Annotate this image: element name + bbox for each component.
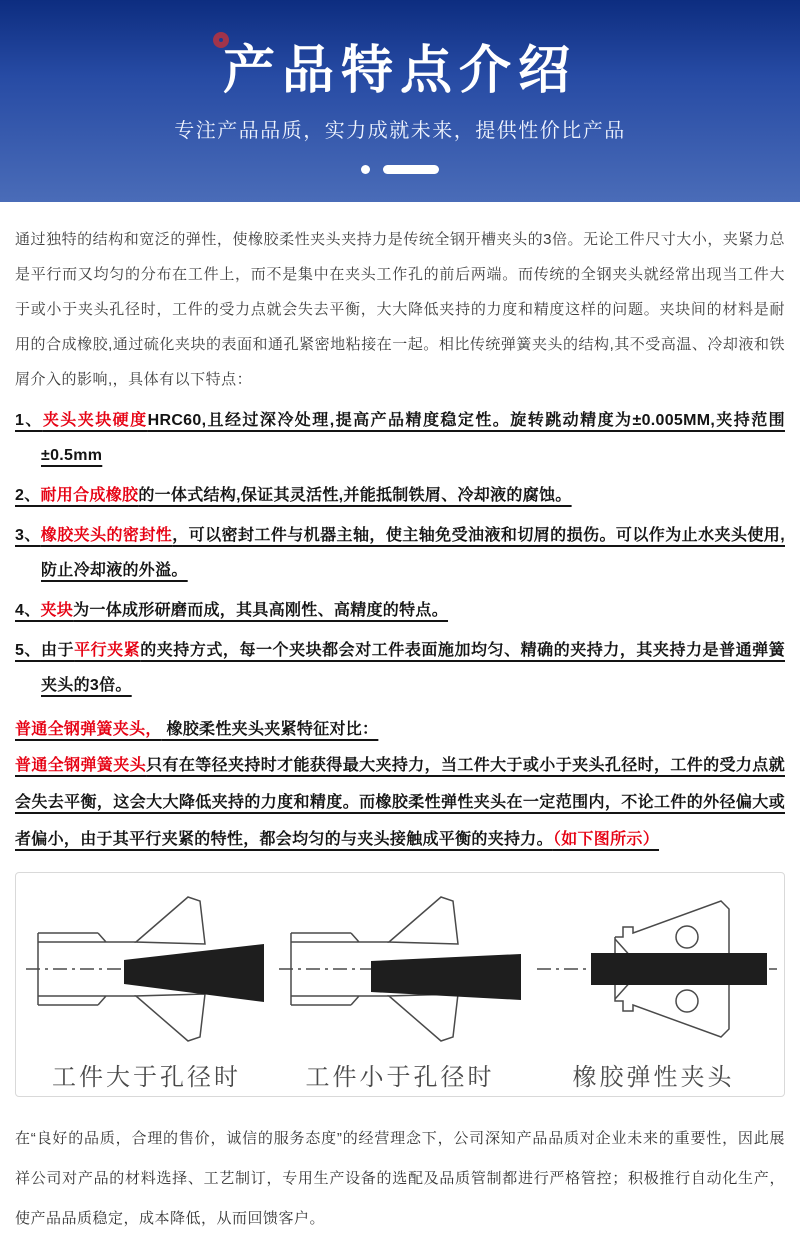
feature-item-5 [15,633,785,703]
collet-oversize-figure-icon [22,883,272,1051]
feature-list [15,403,785,703]
compare-heading-black: 橡胶柔性夹头夹紧特征对比： [161,721,379,738]
feature-highlight: 夹头夹块硬度 [42,412,148,429]
figure-workpiece-undersize [274,883,527,1092]
title-divider [0,165,800,174]
intro-paragraph: 通过独特的结构和宽泛的弹性，使橡胶柔性夹头夹持力是传统全钢开槽夹头的3倍。无论工件尺寸大小，夹紧力总是平行而又均匀的分布在工件上，而不是集中在夹头工作孔的前后两端。而传统的全钢夹头就经常出现当工件大于或小于夹头孔径时，工件的受力点就会失去平衡，大大降低夹持的力度和精度这样的问题。夹块间的材料是耐用的合成橡胶,通过硫化夹块的表面和通孔紧密地粘接在一起。相比传统弹簧夹头的结构,其不受高温、冷却液和铁屑介入的影响,，具体有以下特点： [15,231,785,388]
feature-text: HRC60,且经过深冷处理,提高产品精度稳定性。旋转跳动精度为±0.005MM,夹持范围±0.5mm [41,412,785,464]
feature-item-4 [15,593,785,628]
feature-item-3 [15,518,785,588]
page-subtitle: 专注产品品质，实力成就未来，提供性价比产品 [174,120,626,142]
feature-highlight: 夹块 [40,602,74,619]
feature-number: 1、 [15,412,43,429]
compare-heading-red: 普通全钢弹簧夹头， [15,721,162,738]
feature-number: 5、 [15,642,41,659]
compare-body-text: 只有在等径夹持时才能获得最大夹持力，当工件大于或小于夹头孔径时，工件的受力点就会失去平衡，这会大大降低夹持的力度和精度。而橡胶柔性弹性夹头在一定范围内，不论工件的外径偏大或者偏小，由于其平行夹紧的特性，都会均匀的与夹头接触成平衡的夹持力。 [15,757,785,848]
feature-item-1 [15,403,785,473]
content-area [0,202,800,1239]
page-title-wrap [223,40,577,102]
feature-text: 的夹持方式，每一个夹块都会对工件表面施加均匀、精确的夹持力，其夹持力是普通弹簧夹头的3倍。 [41,642,785,694]
footer-paragraph: 在“良好的品质，合理的售价，诚信的服务态度”的经营理念下，公司深知产品品质对企业未来的重要性，因此展祥公司对产品的材料选择、工艺制订，专用生产设备的选配及品质管制都进行严格管控；积极推行自动化生产，使产品品质稳定，成本降低，从而回馈客户。 [15,1130,785,1227]
feature-item-2 [15,478,785,513]
feature-text: 的一体式结构,保证其灵活性,并能抵制铁屑、冷却液的腐蚀。 [138,487,572,504]
feature-number: 4、 [15,602,41,619]
feature-highlight: 耐用合成橡胶 [40,487,139,504]
compare-paragraph [15,747,785,858]
feature-prefix: 由于 [40,642,75,659]
figure-workpiece-oversize [20,883,273,1092]
header-banner [0,0,800,202]
feature-text: 为一体成形研磨而成，其具高刚性、高精度的特点。 [73,602,449,619]
collet-undersize-figure-icon [275,883,525,1051]
compare-red-lead: 普通全钢弹簧夹头 [15,757,147,774]
compare-heading [15,716,785,739]
figure-rubber-collet [527,883,780,1092]
page-title: 产品特点介绍 [222,42,577,100]
figure-label: 橡胶弹性夹头 [572,1063,735,1091]
feature-highlight: 橡胶夹头的密封性 [40,527,173,544]
divider-dot-icon [361,165,370,174]
figure-label: 工件大于孔径时 [52,1063,241,1091]
feature-number: 3、 [15,527,41,544]
divider-dash-icon [383,165,439,174]
feature-number: 2、 [15,487,41,504]
figure-label: 工件小于孔径时 [305,1063,495,1091]
compare-red-note: （如下图所示） [552,831,660,848]
feature-highlight: 平行夹紧 [74,642,141,659]
feature-text: ，可以密封工件与机器主轴，使主轴免受油液和切屑的损伤。可以作为止水夹头使用,防止冷却液的外溢。 [41,527,785,579]
rubber-collet-figure-icon [529,883,779,1051]
collet-diagram-box [15,872,785,1097]
